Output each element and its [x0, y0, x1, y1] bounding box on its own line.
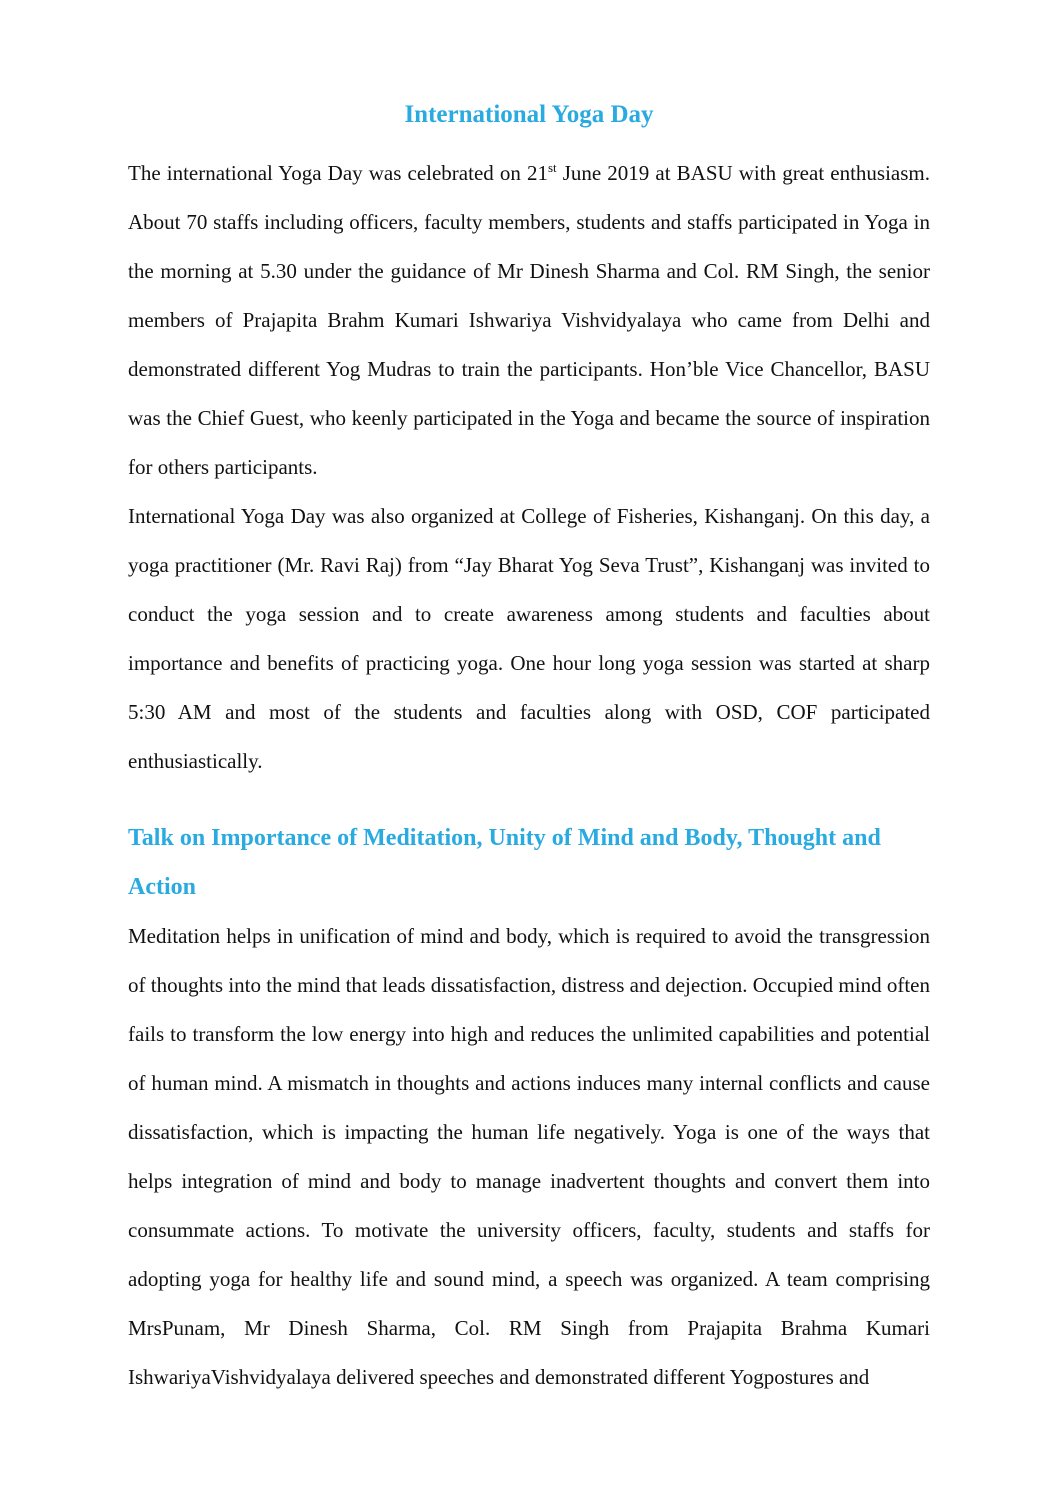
talk-paragraph: Meditation helps in unification of mind and body, which is required to avoid the transgression of thoughts into the mind that leads dissatisfaction, distress and dejection. Occupied mind often fails to transform the low energy into high and reduces the unlimited capabilities and potential of human mind. A mismatch in thoughts and actions induces many internal conflicts and cause dissatisfaction, which is impacting the human life negatively. Yoga is one of the ways that helps integration of mind and body to manage inadvertent thoughts and convert them into consummate actions. To motivate the university officers, faculty, students and staffs for adopting yoga for healthy life and sound mind, a speech was organized. A team comprising MrsPunam, Mr Dinesh Sharma, Col. RM Singh from Prajapita Brahma Kumari IshwariyaVishvidyalaya delivered speeches and demonstrated different Yogpostures and: [128, 924, 930, 1389]
document-title: International Yoga Day: [404, 101, 654, 128]
ordinal-superscript: st: [547, 160, 557, 175]
talk-section-heading: Talk on Importance of Meditation, Unity of Mind and Body, Thought and Action: [128, 825, 881, 900]
intro-paragraph: [128, 149, 930, 492]
intro-text-after-superscript: June 2019 at BASU with great enthusiasm. About 70 staffs including officers, faculty members, students and staffs participated in Yoga in the morning at 5.30 under the guidance of Mr Dinesh Sharma and Col. RM Singh, the senior members of Prajapita Brahm Kumari Ishwariya Vishvidyalaya who came from Delhi and demonstrated different Yog Mudras to train the participants. Hon’ble Vice Chancellor, BASU was the Chief Guest, who keenly participated in the Yoga and became the source of inspiration for others participants.: [128, 161, 930, 479]
intro-text-before-superscript: The international Yoga Day was celebrated on 21: [128, 161, 548, 185]
fisheries-paragraph: International Yoga Day was also organized at College of Fisheries, Kishanganj. On this day, a yoga practitioner (Mr. Ravi Raj) from “Jay Bharat Yog Seva Trust”, Kishanganj was invited to conduct the yoga session and to create awareness among students and faculties about importance and benefits of practicing yoga. One hour long yoga session was started at sharp 5:30 AM and most of the students and faculties along with OSD, COF participated enthusiastically.: [128, 504, 930, 773]
